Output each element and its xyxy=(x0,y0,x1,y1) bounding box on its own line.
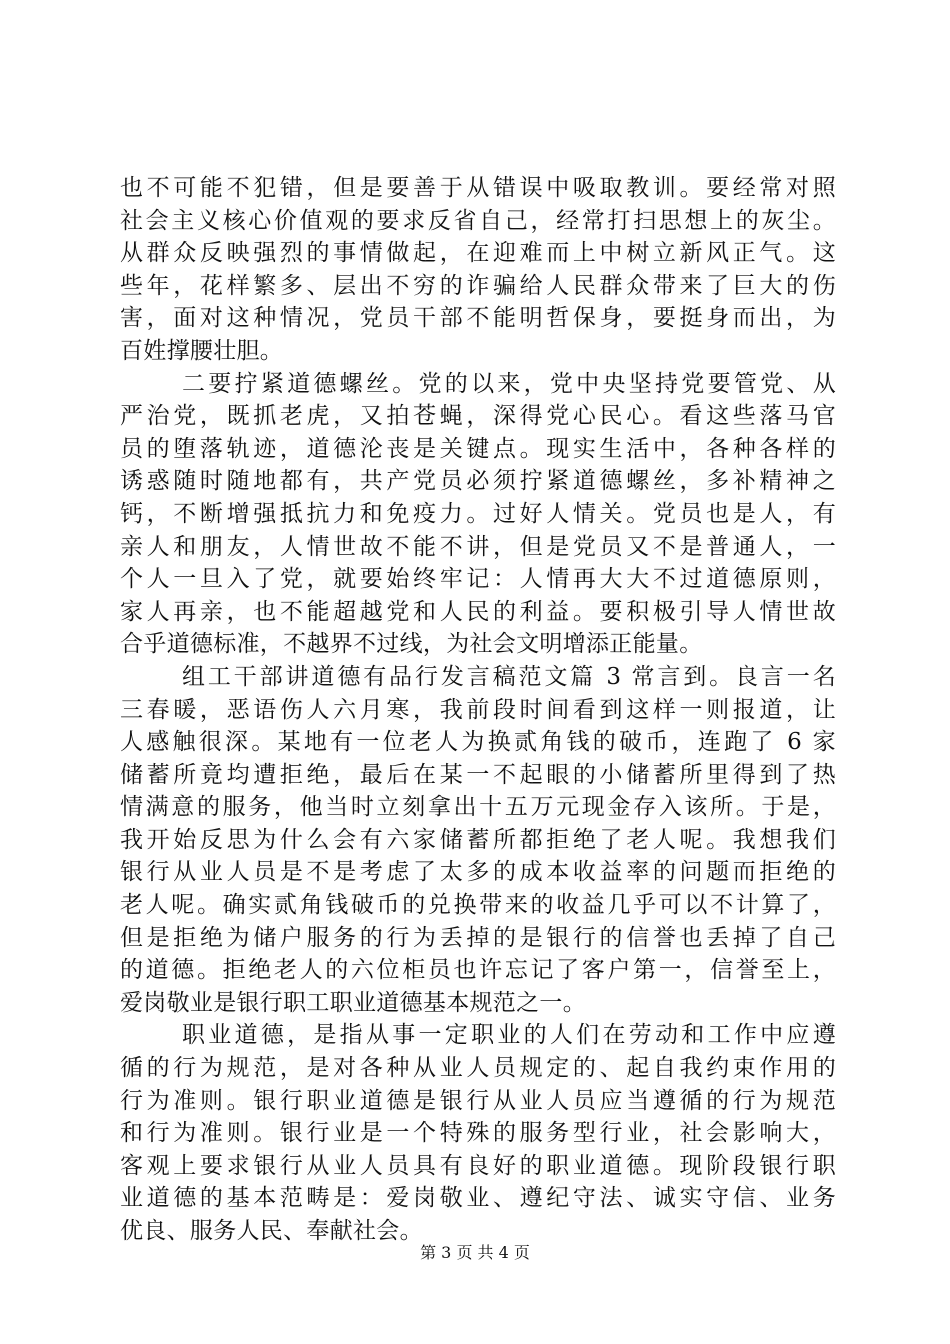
text-line: 的道德。拒绝老人的六位柜员也许忘记了客户第一，信誉至上， xyxy=(120,957,836,984)
text-line: 客观上要求银行从业人员具有良好的职业道德。现阶段银行职 xyxy=(120,1152,836,1179)
text-line: 爱岗敬业是银行职工职业道德基本规范之一。 xyxy=(120,989,586,1016)
text-line: 情满意的服务，他当时立刻拿出十五万元现金存入该所。于是， xyxy=(120,794,836,821)
text-line: 老人呢。确实贰角钱破币的兑换带来的收益几乎可以不计算了， xyxy=(120,892,836,919)
text-line: 二要拧紧道德螺丝。党的以来，党中央坚持党要管党、从 xyxy=(182,370,836,397)
text-line: 人感触很深。某地有一位老人为换贰角钱的破币，连跑了 6 家 xyxy=(120,729,836,756)
text-line: 合乎道德标准，不越界不过线，为社会文明增添正能量。 xyxy=(120,631,703,658)
text-line: 个人一旦入了党，就要始终牢记：人情再大大不过道德原则， xyxy=(120,566,836,593)
text-line: 行为准则。银行职业道德是银行从业人员应当遵循的行为规范 xyxy=(120,1087,836,1114)
text-line: 三春暖，恶语伤人六月寒，我前段时间看到这样一则报道，让 xyxy=(120,696,836,723)
text-line: 些年，花样繁多、层出不穷的诈骗给人民群众带来了巨大的伤 xyxy=(120,272,836,299)
text-line: 和行为准则。银行业是一个特殊的服务型行业，社会影响大， xyxy=(120,1120,836,1147)
text-line: 严治党，既抓老虎，又拍苍蝇，深得党心民心。看这些落马官 xyxy=(120,403,836,430)
text-line: 业道德的基本范畴是：爱岗敬业、遵纪守法、诚实守信、业务 xyxy=(120,1185,836,1212)
page-footer: 第 3 页 共 4 页 xyxy=(420,1243,530,1262)
text-line: 也不可能不犯错，但是要善于从错误中吸取教训。要经常对照 xyxy=(120,175,836,201)
text-line: 诱惑随时随地都有，共产党员必须拧紧道德螺丝，多补精神之 xyxy=(120,468,836,495)
text-line: 员的堕落轨迹，道德沦丧是关键点。现实生活中，各种各样的 xyxy=(120,435,836,462)
body-text xyxy=(120,172,836,1248)
text-line: 亲人和朋友，人情世故不能不讲，但是党员又不是普通人，一 xyxy=(120,533,836,560)
text-line: 但是拒绝为储户服务的行为丢掉的是银行的信誉也丢掉了自己 xyxy=(120,924,836,951)
text-line: 社会主义核心价值观的要求反省自己，经常打扫思想上的灰尘。 xyxy=(120,207,836,234)
text-line: 循的行为规范，是对各种从业人员规定的、起自我约束作用的 xyxy=(120,1055,836,1082)
text-line: 害，面对这种情况，党员干部不能明哲保身，要挺身而出，为 xyxy=(120,305,836,332)
text-line: 百姓撑腰壮胆。 xyxy=(120,337,284,364)
text-line: 家人再亲，也不能超越党和人民的利益。要积极引导人情世故 xyxy=(120,598,836,625)
text-line: 钙，不断增强抵抗力和免疫力。过好人情关。党员也是人，有 xyxy=(120,500,836,527)
text-line: 银行从业人员是不是考虑了太多的成本收益率的问题而拒绝的 xyxy=(120,859,836,886)
text-line: 组工干部讲道德有品行发言稿范文篇 3 常言到。良言一名 xyxy=(182,663,836,690)
text-line: 职业道德，是指从事一定职业的人们在劳动和工作中应遵 xyxy=(182,1022,836,1049)
text-line: 优良、服务人民、奉献社会。 xyxy=(120,1218,423,1244)
text-line: 储蓄所竟均遭拒绝，最后在某一不起眼的小储蓄所里得到了热 xyxy=(120,761,836,788)
text-line: 从群众反映强烈的事情做起，在迎难而上中树立新风正气。这 xyxy=(120,240,836,267)
text-line: 我开始反思为什么会有六家储蓄所都拒绝了老人呢。我想我们 xyxy=(120,826,836,853)
